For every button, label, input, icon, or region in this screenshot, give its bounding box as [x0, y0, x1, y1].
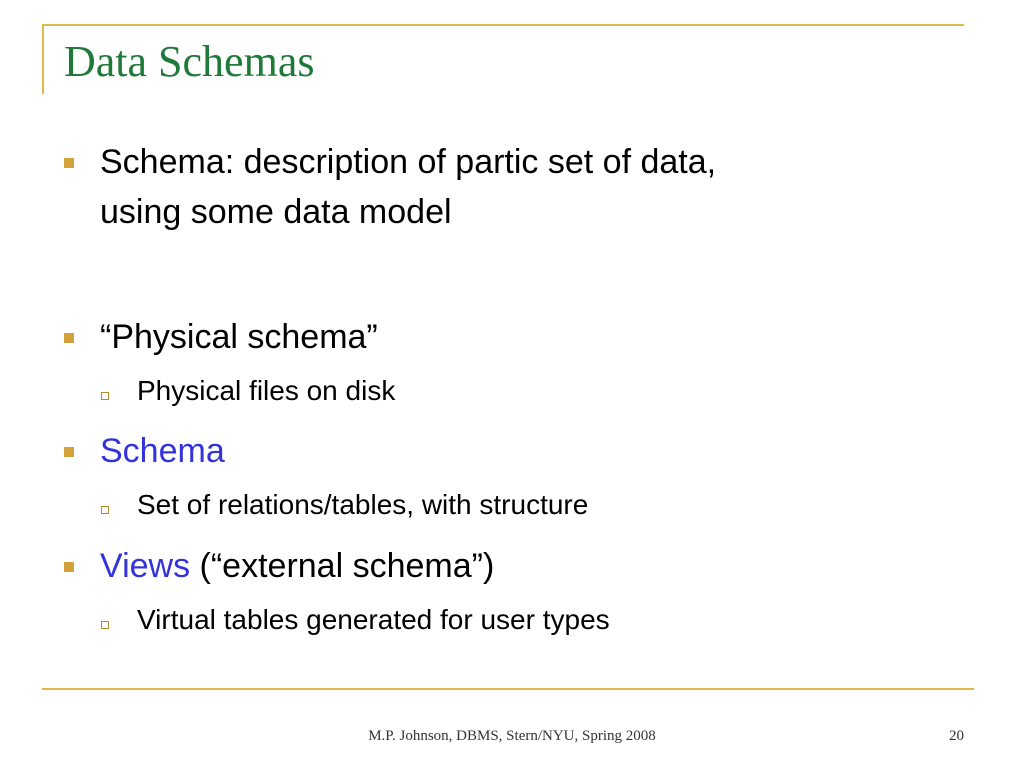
sub-bullet-hollow-square-icon — [101, 506, 109, 514]
bullet-1-line-2: using some data model — [100, 193, 452, 231]
bullet-3-sub-text: Set of relations/tables, with structure — [137, 489, 589, 520]
page-number: 20 — [949, 728, 964, 744]
bullet-3-text: Schema — [100, 432, 225, 470]
slide-title: Data Schemas — [64, 37, 315, 86]
bullet-square-icon — [64, 562, 74, 572]
sub-bullet-hollow-square-icon — [101, 392, 109, 400]
bullet-2-sub-text: Physical files on disk — [137, 375, 396, 406]
frame-left-line — [42, 24, 44, 94]
bullet-square-icon — [64, 333, 74, 343]
bullet-4-text — [100, 542, 494, 590]
bullet-4-sub-text: Virtual tables generated for user types — [137, 604, 610, 635]
bullet-square-icon — [64, 158, 74, 168]
footer-text: M.P. Johnson, DBMS, Stern/NYU, Spring 2008 — [368, 728, 656, 744]
bullet-4-rest: (“external schema”) — [190, 547, 495, 585]
bullet-4-highlight: Views — [100, 547, 191, 585]
sub-bullet-hollow-square-icon — [101, 621, 109, 629]
bullet-1-line-1: Schema: description of partic set of data, — [100, 143, 717, 181]
frame-top-line — [42, 24, 964, 26]
bullet-2-text: “Physical schema” — [100, 318, 378, 356]
bullet-square-icon — [64, 447, 74, 457]
footer-line — [42, 688, 974, 690]
